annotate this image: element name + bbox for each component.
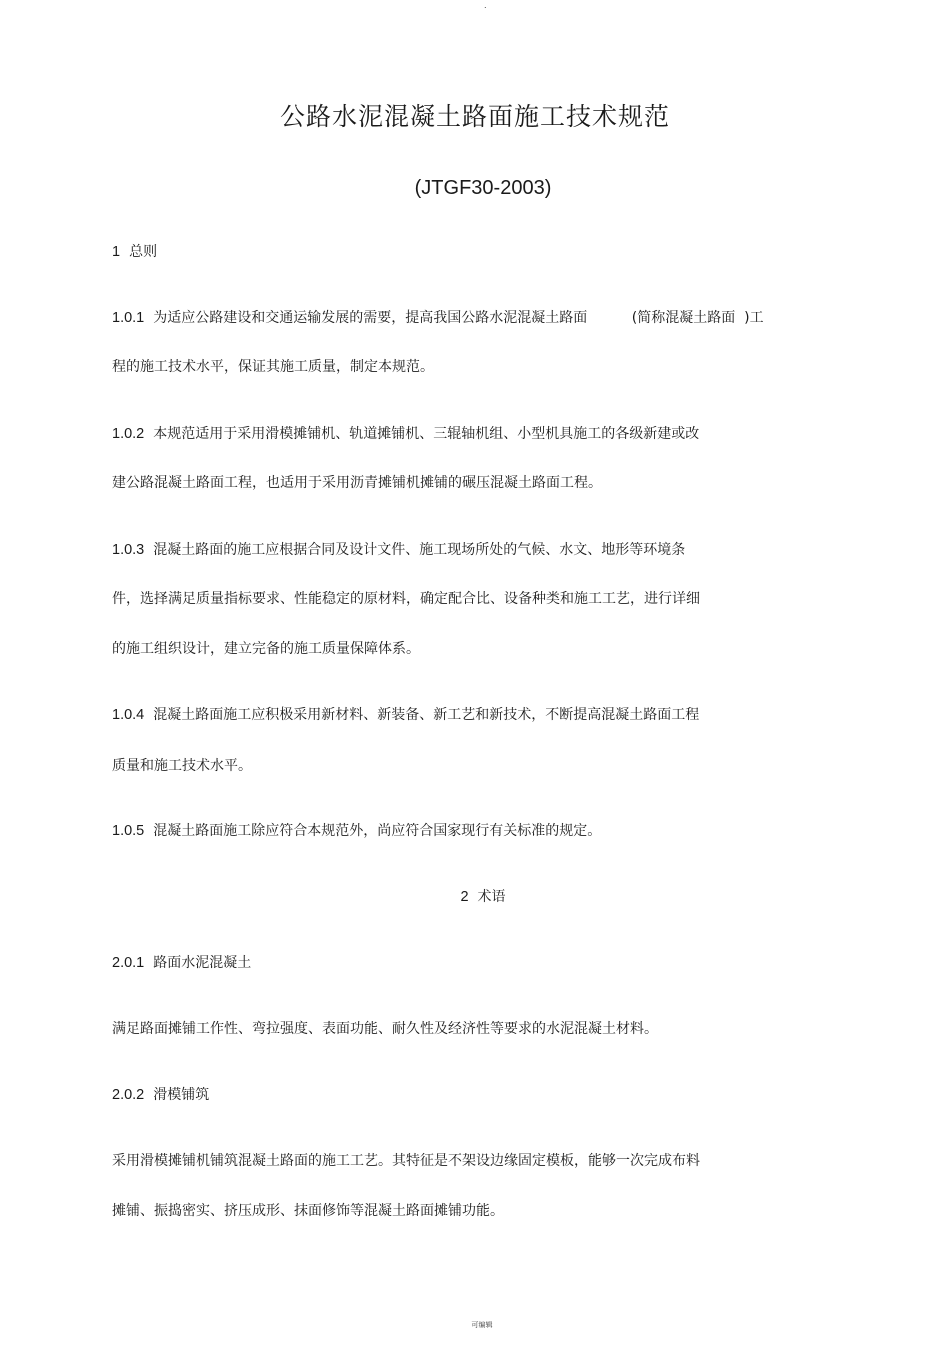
clause-text: 混凝土路面施工应积极采用新材料、新装备、新工艺和新技术，不断提高混凝土路面工程: [153, 707, 700, 723]
clause-1-0-4-line-1: [112, 705, 699, 725]
clause-number: 1.0.4: [112, 707, 145, 723]
clause-text: 为适应公路建设和交通运输发展的需要，提高我国公路水泥混凝土路面 (简称混凝土路面 )工: [153, 310, 764, 326]
clause-1-0-5-line-1: [112, 821, 601, 841]
clause-1-0-2-line-2: 建公路混凝土路面工程，也适用于采用沥青摊铺机摊铺的碾压混凝土路面工程。: [112, 475, 602, 491]
term-title: 滑模铺筑: [153, 1087, 210, 1103]
document-subtitle: (JTGF30-2003): [414, 177, 552, 199]
section-2-heading: [0, 887, 950, 907]
section-title: 总则: [129, 244, 158, 260]
term-title: 路面水泥混凝土: [153, 955, 252, 971]
clause-number: 1.0.5: [112, 823, 145, 839]
section-number: 1: [112, 244, 121, 260]
section-number: 2: [460, 889, 469, 905]
clause-1-0-1-line-2: 程的施工技术水平，保证其施工质量，制定本规范。: [112, 359, 434, 375]
clause-1-0-3-line-2: 件，选择满足质量指标要求、性能稳定的原材料，确定配合比、设备种类和施工工艺，进行详细: [112, 591, 700, 607]
clause-1-0-3-line-3: 的施工组织设计，建立完备的施工质量保障体系。: [112, 641, 420, 657]
top-mark: .: [484, 1, 487, 10]
document-title: 公路水泥混凝土路面施工技术规范: [279, 102, 670, 131]
clause-number: 1.0.3: [112, 542, 145, 558]
term-number: 2.0.1: [112, 955, 145, 971]
clause-number: 1.0.2: [112, 426, 145, 442]
clause-1-0-2-line-1: [112, 424, 699, 444]
term-2-0-1-heading: [112, 953, 251, 973]
clause-1-0-3-line-1: [112, 540, 685, 560]
clause-1-0-4-line-2: 质量和施工技术水平。: [112, 758, 252, 774]
clause-text: 混凝土路面的施工应根据合同及设计文件、施工现场所处的气候、水文、地形等环境条: [153, 542, 686, 558]
section-title: 术语: [477, 889, 506, 905]
clause-text: 混凝土路面施工除应符合本规范外，尚应符合国家现行有关标准的规定。: [153, 823, 602, 839]
term-2-0-2-heading: [112, 1085, 209, 1105]
term-2-0-1-definition: 满足路面摊铺工作性、弯拉强度、表面功能、耐久性及经济性等要求的水泥混凝土材料。: [112, 1021, 658, 1037]
term-2-0-2-definition-line-1: 采用滑模摊铺机铺筑混凝土路面的施工工艺。其特征是不架设边缘固定模板，能够一次完成布料: [112, 1153, 700, 1169]
section-1-heading: [112, 242, 157, 262]
term-number: 2.0.2: [112, 1087, 145, 1103]
clause-1-0-1-line-1: [112, 308, 764, 328]
clause-text: 本规范适用于采用滑模摊铺机、轨道摊铺机、三辊轴机组、小型机具施工的各级新建或改: [153, 426, 700, 442]
clause-number: 1.0.1: [112, 310, 145, 326]
term-2-0-2-definition-line-2: 摊铺、振捣密实、挤压成形、抹面修饰等混凝土路面摊铺功能。: [112, 1203, 504, 1219]
page-footer: 可编辑: [471, 1321, 493, 1329]
